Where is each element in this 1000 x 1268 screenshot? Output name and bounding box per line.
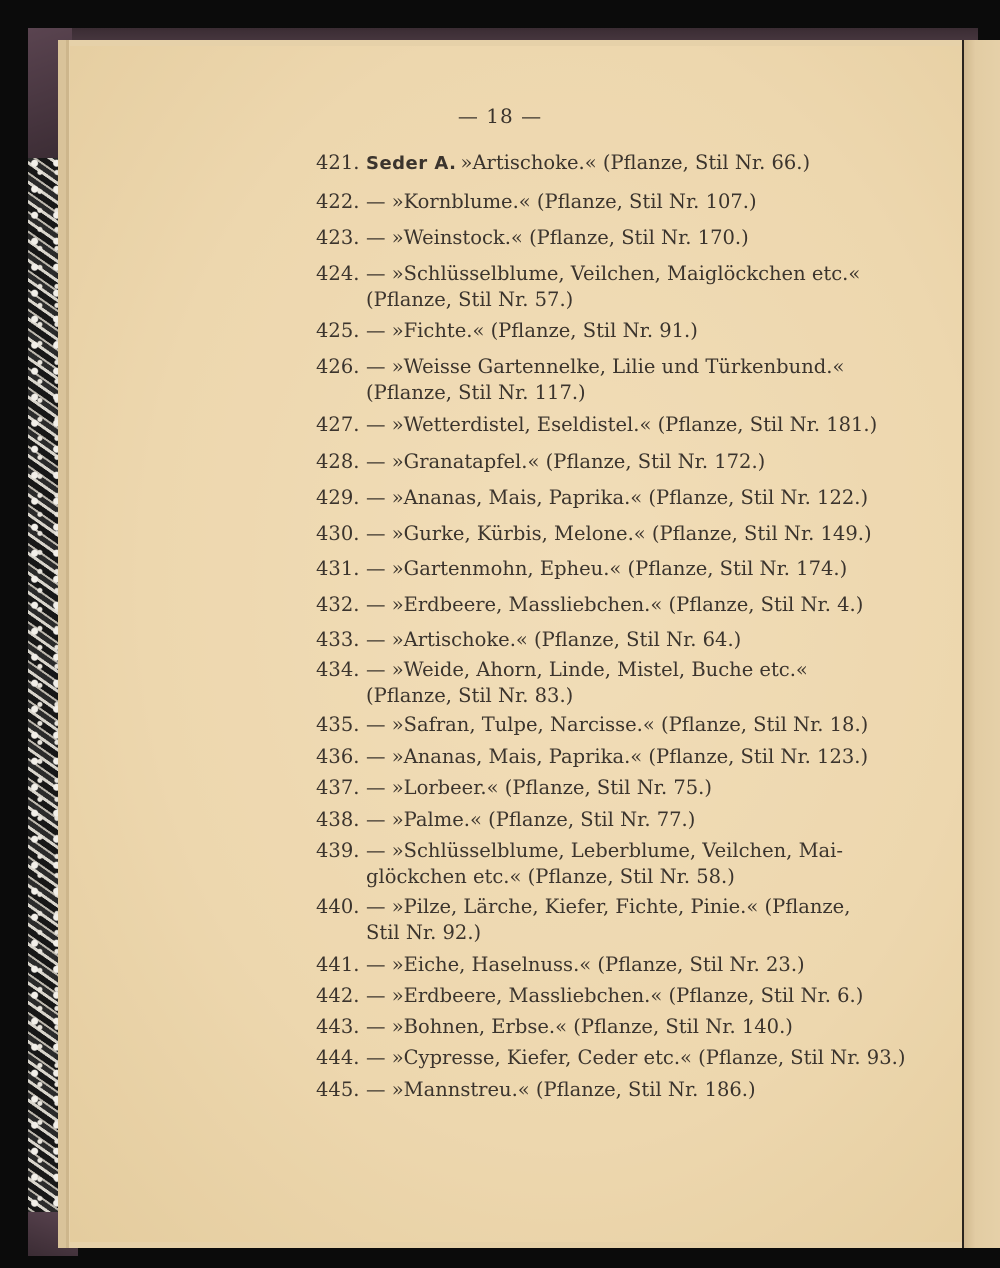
catalog-entry bbox=[316, 807, 695, 833]
catalog-entry bbox=[316, 354, 844, 406]
entry-text: — »Schlüsselblume, Veilchen, Maiglöckchen etc.« bbox=[366, 262, 861, 285]
entry-number: 437. bbox=[316, 776, 360, 799]
entry-text: »Artischoke.« (Pflanze, Stil Nr. 66.) bbox=[460, 151, 811, 174]
entry-number: 435. bbox=[316, 713, 360, 736]
catalog-entry bbox=[316, 838, 843, 890]
entry-text: — »Pilze, Lärche, Kiefer, Fichte, Pinie.« (Pflanze, bbox=[366, 895, 851, 918]
entry-text: — »Granatapfel.« (Pflanze, Stil Nr. 172.) bbox=[366, 450, 766, 473]
entry-text: — »Wetterdistel, Eseldistel.« (Pflanze, Stil Nr. 181.) bbox=[366, 413, 878, 436]
entry-text: — »Weinstock.« (Pflanze, Stil Nr. 170.) bbox=[366, 226, 749, 249]
entry-number: 431. bbox=[316, 557, 360, 580]
entry-number: 424. bbox=[316, 262, 360, 285]
entry-number: 422. bbox=[316, 190, 360, 213]
catalog-entry bbox=[316, 712, 868, 738]
entry-text: — »Erdbeere, Massliebchen.« (Pflanze, Stil Nr. 6.) bbox=[366, 984, 864, 1007]
catalog-entry bbox=[316, 225, 749, 251]
entry-continuation: (Pflanze, Stil Nr. 83.) bbox=[366, 684, 574, 707]
entry-text: — »Erdbeere, Massliebchen.« (Pflanze, Stil Nr. 4.) bbox=[366, 593, 864, 616]
page-number: — 18 — bbox=[457, 104, 543, 128]
entry-number: 423. bbox=[316, 226, 360, 249]
catalog-entry bbox=[316, 485, 868, 511]
entry-number: 428. bbox=[316, 450, 360, 473]
entry-text: — »Ananas, Mais, Paprika.« (Pflanze, Stil Nr. 123.) bbox=[366, 745, 869, 768]
entry-author: Seder A. bbox=[366, 153, 457, 174]
entry-text: — »Weisse Gartennelke, Lilie und Türkenbund.« bbox=[366, 355, 845, 378]
entry-number: 434. bbox=[316, 658, 360, 681]
entry-number: 425. bbox=[316, 319, 360, 342]
entry-text: — »Kornblume.« (Pflanze, Stil Nr. 107.) bbox=[366, 190, 757, 213]
catalog-entry bbox=[316, 775, 712, 801]
catalog-entry bbox=[316, 1045, 905, 1071]
catalog-entry bbox=[316, 150, 810, 177]
entry-text: — »Bohnen, Erbse.« (Pflanze, Stil Nr. 140.) bbox=[366, 1015, 793, 1038]
entry-number: 433. bbox=[316, 628, 360, 651]
catalog-entry bbox=[316, 318, 698, 344]
catalog-entry bbox=[316, 449, 765, 475]
entry-text: — »Ananas, Mais, Paprika.« (Pflanze, Stil Nr. 122.) bbox=[366, 486, 869, 509]
entry-continuation: Stil Nr. 92.) bbox=[366, 921, 482, 944]
catalog-entry bbox=[316, 627, 741, 653]
catalog-entry bbox=[316, 744, 868, 770]
entry-text: — »Eiche, Haselnuss.« (Pflanze, Stil Nr. 23.) bbox=[366, 953, 805, 976]
catalog-entry bbox=[316, 261, 860, 313]
entry-number: 429. bbox=[316, 486, 360, 509]
entry-number: 427. bbox=[316, 413, 360, 436]
entry-number: 441. bbox=[316, 953, 360, 976]
entry-number: 440. bbox=[316, 895, 360, 918]
entry-continuation: (Pflanze, Stil Nr. 57.) bbox=[366, 288, 574, 311]
entry-number: 436. bbox=[316, 745, 360, 768]
catalog-entry bbox=[316, 189, 757, 215]
catalog-entry bbox=[316, 412, 877, 438]
entry-number: 430. bbox=[316, 522, 360, 545]
entry-number: 426. bbox=[316, 355, 360, 378]
entry-text: — »Mannstreu.« (Pflanze, Stil Nr. 186.) bbox=[366, 1078, 756, 1101]
catalog-entry bbox=[316, 556, 847, 582]
catalog-entry bbox=[316, 521, 872, 547]
entry-continuation: glöckchen etc.« (Pflanze, Stil Nr. 58.) bbox=[366, 865, 735, 888]
entry-text: — »Weide, Ahorn, Linde, Mistel, Buche etc.« bbox=[366, 658, 808, 681]
entry-text: — »Artischoke.« (Pflanze, Stil Nr. 64.) bbox=[366, 628, 742, 651]
catalog-entry bbox=[316, 1014, 793, 1040]
entry-text: — »Gurke, Kürbis, Melone.« (Pflanze, Stil Nr. 149.) bbox=[366, 522, 872, 545]
entry-text: — »Schlüsselblume, Leberblume, Veilchen, Mai- bbox=[366, 839, 843, 862]
entry-text: — »Safran, Tulpe, Narcisse.« (Pflanze, Stil Nr. 18.) bbox=[366, 713, 869, 736]
entry-number: 439. bbox=[316, 839, 360, 862]
facing-page-strip bbox=[962, 40, 1000, 1248]
catalog-entry bbox=[316, 657, 808, 709]
entry-text: — »Fichte.« (Pflanze, Stil Nr. 91.) bbox=[366, 319, 698, 342]
entry-number: 443. bbox=[316, 1015, 360, 1038]
entry-text: — »Palme.« (Pflanze, Stil Nr. 77.) bbox=[366, 808, 696, 831]
entry-text: — »Gartenmohn, Epheu.« (Pflanze, Stil Nr. 174.) bbox=[366, 557, 848, 580]
entry-continuation: (Pflanze, Stil Nr. 117.) bbox=[366, 381, 586, 404]
entry-number: 442. bbox=[316, 984, 360, 1007]
catalog-entry bbox=[316, 894, 850, 946]
entry-number: 421. bbox=[316, 151, 360, 174]
entry-number: 445. bbox=[316, 1078, 360, 1101]
entry-number: 444. bbox=[316, 1046, 360, 1069]
catalog-entry bbox=[316, 1077, 756, 1103]
entry-text: — »Cypresse, Kiefer, Ceder etc.« (Pflanze, Stil Nr. 93.) bbox=[366, 1046, 906, 1069]
catalog-entry bbox=[316, 983, 863, 1009]
catalog-entry bbox=[316, 592, 863, 618]
entry-text: — »Lorbeer.« (Pflanze, Stil Nr. 75.) bbox=[366, 776, 712, 799]
catalog-entry bbox=[316, 952, 805, 978]
entry-number: 432. bbox=[316, 593, 360, 616]
entry-number: 438. bbox=[316, 808, 360, 831]
